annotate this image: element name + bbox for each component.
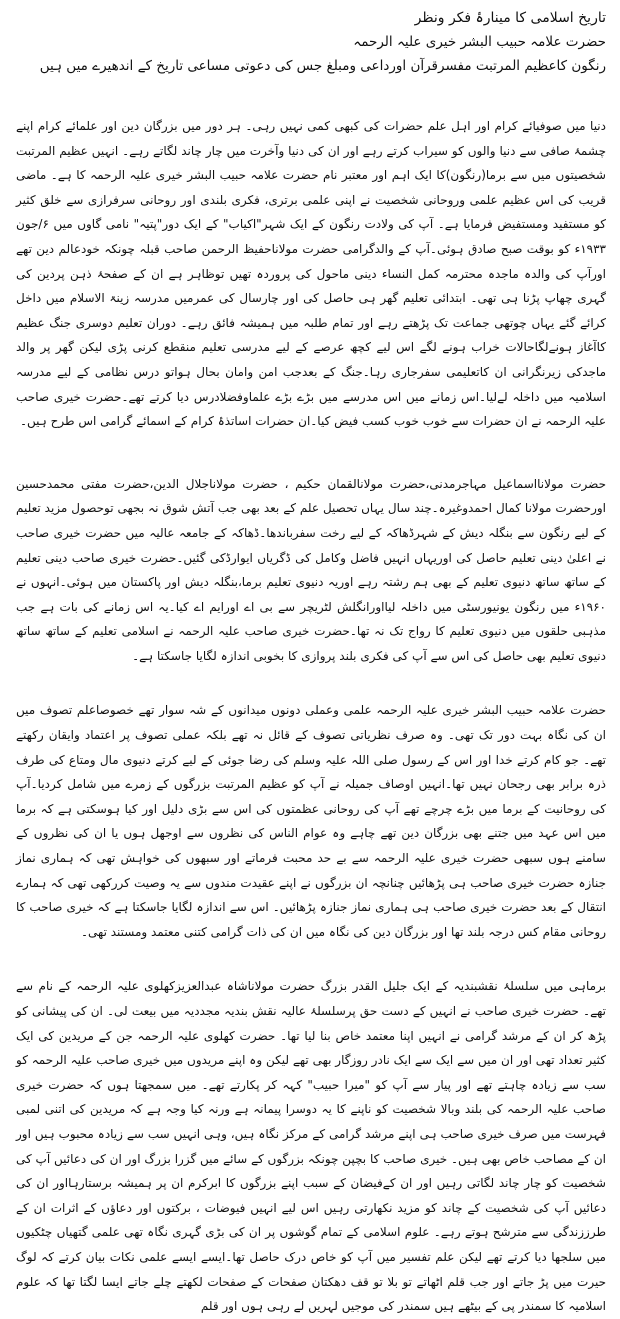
article-paragraph: حضرت مولانااسماعیل مہاجرمدنی،حضرت مولانالقمان حکیم ، حضرت مولاناجلال الدین،حضرت مفتی محمدحسین اورحضرت مولانا کمال احمدوغیرہ۔چند سال یہاں تحصیل علم کے بعد بھی جب آتش شوق نہ بجھی توحصول مزید تعلیم کے لیے رنگون سے بنگلہ دیش کے شہرڈھاکہ کے لیے رخت سفرباندھا۔ڈھاکہ کے جامعہ عالیہ میں حضرت خیری صاحب نے اعلیٰ دینی تعلیم حاصل کی اوریہاں انہیں فاضل وکامل کی ڈگریاں ایوارڈکی گئیں۔حضرت خیری صاحب دینی تعلیم کے ساتھ ساتھ دنیوی تعلیم کے بھی ہم رشتہ رہے اوریہ دنیوی تعلیم برما،بنگلہ دیش اور پاکستان میں ہوئی۔انہوں نے ۱۹۶۰ء میں رنگون یونیورسٹی میں داخلہ لیااورانگلش لٹریچر سے بی اے اورایم اے کیا۔یہ اس زمانے کی بات ہے جب مذہبی حلقوں میں دنیوی تعلیم کا رواج تک نہ تھا۔حضرت خیری صاحب علیہ الرحمہ نے اسلامی تعلیم کے ساتھ ساتھ دنیوی تعلیم بھی حاصل کی اس سے آپ کی فکری بلند پروازی کا بخوبی اندازہ لگایا جاسکتا ہے۔: [16, 476, 606, 663]
article-paragraph: حضرت علامہ حبیب البشر خیری علیہ الرحمہ علمی وعملی دونوں میدانوں کے شہ سوار تھے خصوصاعلم تصوف میں ان کی نگاہ بہت دور تک تھی۔ وہ صرف نظریاتی تصوف کے قائل نہ تھے بلکہ عملی تصوف پر اعتماد وایقان رکھتے تھے۔ جو کام کرتے خدا اور اس کے رسول صلی اللہ علیہ وسلم کی رضا جوئی کے لیے کرتے دنیوی مال ومتاع کی طرف ذرہ برابر بھی رجحان نہیں تھا۔انہیں اوصاف جمیلہ نے آپ کو عظیم المرتبت بزرگوں کے زمرے میں شامل کردیا۔آپ کی روحانیت کے برما میں بڑے چرچے تھے آپ کی روحانی عظمتوں کی اس سے بڑی دلیل اور کیا ہوسکتی ہے کہ برما میں اس عہد میں جتنے بھی بزرگان دین تھے چاہے وہ عوام الناس کی نظروں سے اوجھل ہوں یا ان کی نظروں کے سامنے ہوں سبھی حضرت خیری علیہ الرحمہ سے بے حد محبت فرماتے اور سبھوں کی خواہش تھی کہ ہماری نماز جنازہ حضرت خیری صاحب ہی پڑھائیں چنانچہ ان بزرگوں نے اپنے عقیدت مندوں سے یہ وصیت کررکھی تھی کہ ہمارے انتقال کے بعد حضرت خیری صاحب ہی ہماری نماز جنازہ پڑھائیں۔ اس سے اندازہ لگایا جاسکتا ہے کہ خیری صاحب کا روحانی مقام کس درجہ بلند تھا اور بزرگان دین کی نگاہ میں ان کی ذات گرامی کتنی معتمد ومستند تھی۔: [16, 703, 606, 939]
article-heading: تاریخ اسلامی کا مینارۂ فکر ونظر: [414, 10, 606, 26]
article-subtitle: رنگون کاعظیم المرتبت مفسرقرآن اورداعی ومبلغ جس کی دعوتی مساعی تاریخ کے اندھیرے میں ہیں: [39, 58, 606, 74]
header-spacer: [16, 78, 606, 114]
article-paragraph: برماہی میں سلسلۂ نقشبندیہ کے ایک جلیل القدر بزرگ حضرت مولاناشاہ عبدالعزیزکھلوی علیہ الرحمہ کے نام سے تھے۔ حضرت خیری صاحب نے انہیں کے دست حق پرسلسلۂ عالیہ نقش بندیہ مجددیہ میں بیعت لی۔ ان کی پیشانی کو پڑھ کر ان کے مرشد گرامی نے انہیں اپنا معتمد خاص بنا لیا تھا۔ حضرت کھلوی علیہ الرحمہ جن کے مریدین کی ایک کثیر تعداد تھی اور ان میں سے ایک سے ایک نادر روزگار بھی تھے لیکن وہ اپنے مریدوں میں خیری صاحب علیہ الرحمہ کو سب سے زیادہ چاہتے تھے اور پیار سے آپ کو "میرا حبیب" کہہ کر پکارتے تھے۔ میں سمجھتا ہوں کہ حضرت خیری صاحب علیہ الرحمہ کی بلند وبالا شخصیت کو ناپنے کا یہ دوسرا پیمانہ ہے ورنہ کیا وجہ ہے کہ مریدین کی اتنی لمبی فہرست میں صرف خیری صاحب ہی اپنے مرشد گرامی کے مرکز نگاہ ہیں، وہی انہیں سب سے زیادہ محبوب ہیں اور ان کے مصاحب خاص بھی ہیں۔ خیری صاحب کا بچپن چونکہ بزرگوں کے سائے میں گزرا بزرگ اور ان کی دعائیں آپ کی شخصیت کو چار چاند لگاتی رہیں اور ان کےفیضان کے سبب اپنے بزرگوں کا ابرکرم ان پر ہمیشہ برستارہااور ان کی دعائیں آپ کی شخصیت کے چاند کو مزید نکھارتی رہیں اس لیے انہیں فیوضات ، برکتوں اور دعاؤں کے اثرات ان کے طرززندگی سے مترشح ہوتے رہے۔ علوم اسلامی کے تمام گوشوں پر ان کی بڑی گہری نگاہ تھی علمی گتھیاں چٹکیوں میں سلجھا دیا کرتے تھے لیکن علم تفسیر میں آپ کو خاص درک حاصل تھا۔ایسے ایسے علمی نکات بیان کرتے کہ لوگ حیرت میں پڑ جاتے اور جب قلم اٹھاتے تو بلا تو قف دھکتان صفحات کے صفحات لکھتے چلے جاتے ایسا لگتا تھا کہ علوم اسلامیہ کا سمندر پی کے بیٹھے ہیں سمندر کی موجیں لہریں لے رہی ہوں اور قلم: [16, 979, 606, 1314]
article-paragraph: دنیا میں صوفیائے کرام اور اہل علم حضرات کی کبھی کمی نہیں رہی۔ ہر دور میں بزرگان دین اور علمائے کرام اپنے چشمۂ صافی سے دنیا والوں کو سیراب کرتے رہے اور ان کی دنیا وآخرت میں چار چاند لگاتے رہے۔ انہیں عظیم المرتبت شخصیتوں میں سے برما(رنگون)کا ایک اہم اور معتبر نام حضرت علامہ حبیب البشر خیری علیہ الرحمہ کا ہے۔ ماضی قریب کی اس عظیم علمی وروحانی شخصیت نے اپنی علمی برتری، فکری بلندی اور روحانی سرفرازی سے خلق کثیر کو مستفید ومستفیض فرمایا ہے۔ آپ کی ولادت رنگون کے ایک شہر"اکیاب" کے ایک دور"پتیہ" نامی گاوں میں ۶/جون ۱۹۳۳ء کو بوقت صبح صادق ہوئی۔آپ کے والدگرامی حضرت مولاناحفیظ الرحمن صاحب قبلہ چونکہ خودعالم دین تھے اورآپ کی والدہ ماجدہ محترمہ کمل النساء دینی ماحول کی پروردہ تھیں توظاہر ہے ان کے صفحۂ ذہن پردین کی گہری چھاپ پڑنا ہی تھی۔ ابتدائی تعلیم گھر ہی حاصل کی اور چارسال کی عمرمیں مدرسہ زینۃ الاسلام میں داخل کرائے گئے یہاں چوتھی جماعت تک پڑھتے رہے اور تمام طلبہ میں ہمیشہ فائق رہے۔ دوران تعلیم دوسری جنگ عظیم کاآغاز ہونےلگاحالات خراب ہونے لگے اس لیے کچھ عرصے کے لیے مدرسی تعلیم منقطع کرنی پڑی لیکن گھر پر والد ماجدکی زیرنگرانی ان کاتعلیمی سفرجاری رہا۔جنگ کے بعدجب امن وامان بحال ہواتو درس نظامی کے لیے مدرسہ اسلامیہ میں داخلہ لےلیا۔اس زمانے میں اس مدرسے میں بڑے بڑے علماوفضلادرس دیا کرتے تھے۔حضرت خیری صاحب علیہ الرحمہ نے ان حضرات سے خوب خوب کسب فیض کیا۔ان حضرات اساتذۂ کرام کے اسمائے گرامی اس طرح ہیں۔: [16, 119, 606, 429]
article-subject-name: حضرت علامہ حبیب البشر خیری علیہ الرحمہ: [353, 34, 606, 50]
